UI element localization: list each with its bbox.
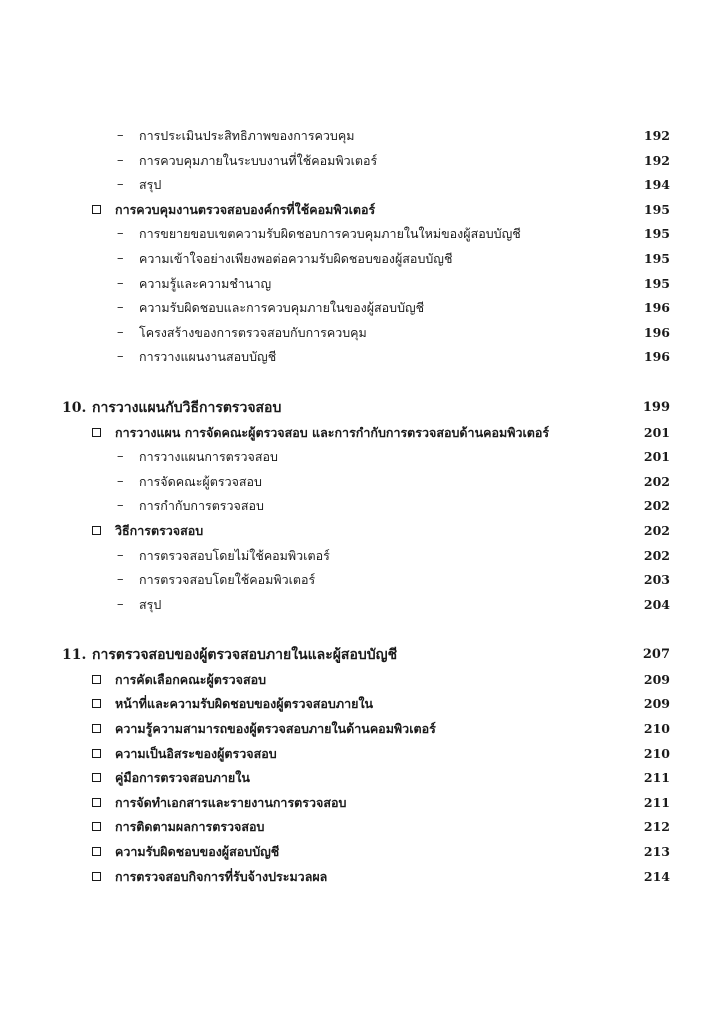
toc-page-number: 195 — [643, 201, 670, 217]
toc-entry-title: การกำกับการตรวจสอบ — [139, 498, 264, 514]
toc-section-title: การควบคุมงานตรวจสอบองค์กรที่ใช้คอมพิวเตอร์ — [115, 201, 376, 217]
toc-entry — [0, 222, 724, 247]
toc-page-number: 192 — [643, 128, 670, 143]
square-bullet-icon — [92, 675, 101, 684]
toc-page-number: 202 — [643, 498, 670, 514]
dash-marker: – — [117, 177, 124, 193]
dash-marker: – — [117, 498, 124, 514]
toc-page-number: 203 — [643, 572, 670, 588]
toc-section — [0, 421, 724, 446]
toc-entry — [0, 568, 724, 593]
toc-entry-title: ความเข้าใจอย่างเพียงพอต่อความรับผิดชอบของผู้สอบบัญชี — [139, 250, 453, 266]
toc-section-title: ความรู้ความสามารถของผู้ตรวจสอบภายในด้านคอมพิวเตอร์ — [115, 721, 436, 737]
toc-page-number: 209 — [643, 671, 670, 687]
toc-page-number: 211 — [643, 794, 670, 810]
toc-page-number: 199 — [642, 399, 670, 415]
chapter-title: การตรวจสอบของผู้ตรวจสอบภายในและผู้สอบบัญชี — [92, 647, 398, 664]
dash-marker: – — [117, 596, 124, 612]
toc-entry — [0, 593, 724, 618]
toc-section-title: การจัดทำเอกสารและรายงานการตรวจสอบ — [115, 794, 347, 810]
dash-marker: – — [117, 226, 124, 242]
toc-entry — [0, 124, 724, 149]
toc-entry — [0, 544, 724, 569]
toc-section — [0, 840, 724, 865]
dash-marker: – — [117, 128, 124, 143]
toc-entry-title: การวางแผนการตรวจสอบ — [139, 449, 278, 465]
toc-entry-title: การประเมินประสิทธิภาพของการควบคุม — [139, 128, 355, 143]
toc-section-title: ความรับผิดชอบของผู้สอบบัญชี — [115, 844, 280, 860]
square-bullet-icon — [92, 428, 101, 437]
toc-page-number: 202 — [643, 547, 670, 563]
square-bullet-icon — [92, 724, 101, 733]
toc-page-number: 201 — [643, 449, 670, 465]
toc-section-title: คู่มือการตรวจสอบภายใน — [115, 770, 250, 786]
toc-page-number: 210 — [643, 721, 670, 737]
toc-section — [0, 865, 724, 890]
toc-page-number: 196 — [643, 324, 670, 340]
toc-entry-title: สรุป — [139, 177, 162, 193]
toc-section — [0, 815, 724, 840]
toc-entry — [0, 470, 724, 495]
toc-entry-title: การตรวจสอบโดยไม่ใช้คอมพิวเตอร์ — [139, 547, 330, 563]
toc-section-title: การติดตามผลการตรวจสอบ — [115, 819, 265, 835]
toc-entry — [0, 272, 724, 297]
toc-entry-title: การขยายขอบเขตความรับผิดชอบการควบคุมภายในใหม่ของผู้สอบบัญชี — [139, 226, 521, 242]
dash-marker: – — [117, 152, 124, 168]
toc-section — [0, 766, 724, 791]
toc-page-number: 192 — [643, 152, 670, 168]
spacer — [0, 617, 724, 643]
toc-page-number: 214 — [643, 868, 670, 884]
toc-entry-title: ความรู้และความชำนาญ — [139, 275, 272, 291]
spacer — [0, 370, 724, 396]
dash-marker: – — [117, 324, 124, 340]
square-bullet-icon — [92, 699, 101, 708]
square-bullet-icon — [92, 822, 101, 831]
dash-marker: – — [117, 572, 124, 588]
toc-section-title: วิธีการตรวจสอบ — [115, 522, 204, 538]
toc-entry-title: ความรับผิดชอบและการควบคุมภายในของผู้สอบบัญชี — [139, 300, 425, 316]
toc-section-title: การตรวจสอบกิจการที่รับจ้างประมวลผล — [115, 868, 328, 884]
toc-chapter-11 — [0, 643, 724, 668]
toc-page-number: 202 — [643, 473, 670, 489]
toc-section-title: การวางแผน การจัดคณะผู้ตรวจสอบ และการกำกับการตรวจสอบด้านคอมพิวเตอร์ — [115, 424, 550, 440]
toc-page-number: 194 — [643, 177, 670, 193]
toc-page-number: 210 — [643, 745, 670, 761]
toc-section — [0, 692, 724, 717]
toc-page-number: 195 — [643, 226, 670, 242]
chapter-title: การวางแผนกับวิธีการตรวจสอบ — [92, 399, 282, 416]
toc-section — [0, 742, 724, 767]
dash-marker: – — [117, 449, 124, 465]
toc-page-number: 195 — [643, 250, 670, 266]
dash-marker: – — [117, 300, 124, 316]
toc-page-number: 211 — [643, 770, 670, 786]
toc-entry — [0, 247, 724, 272]
toc-section — [0, 791, 724, 816]
dash-marker: – — [117, 250, 124, 266]
toc-entry — [0, 296, 724, 321]
toc-page-number: 195 — [643, 275, 670, 291]
square-bullet-icon — [92, 749, 101, 758]
square-bullet-icon — [92, 798, 101, 807]
dash-marker: – — [117, 473, 124, 489]
table-of-contents — [0, 124, 724, 889]
toc-page-number: 212 — [643, 819, 670, 835]
toc-page-number: 209 — [643, 696, 670, 712]
toc-entry-title: การวางแผนงานสอบบัญชี — [139, 349, 277, 365]
square-bullet-icon — [92, 526, 101, 535]
toc-entry-title: การตรวจสอบโดยใช้คอมพิวเตอร์ — [139, 572, 316, 588]
toc-page-number: 213 — [643, 844, 670, 860]
toc-page-number: 201 — [643, 424, 670, 440]
toc-entry — [0, 149, 724, 174]
dash-marker: – — [117, 275, 124, 291]
toc-page-number: 196 — [643, 300, 670, 316]
toc-page-number: 207 — [642, 647, 670, 663]
toc-entry — [0, 445, 724, 470]
square-bullet-icon — [92, 847, 101, 856]
toc-section — [0, 717, 724, 742]
toc-entry-title: การจัดคณะผู้ตรวจสอบ — [139, 473, 262, 489]
chapter-number: 10. — [62, 399, 87, 416]
toc-entry — [0, 345, 724, 370]
toc-entry-title: การควบคุมภายในระบบงานที่ใช้คอมพิวเตอร์ — [139, 152, 378, 168]
toc-section — [0, 519, 724, 544]
toc-page-number: 204 — [643, 596, 670, 612]
toc-section-title: ความเป็นอิสระของผู้ตรวจสอบ — [115, 745, 277, 761]
toc-section-title: การคัดเลือกคณะผู้ตรวจสอบ — [115, 671, 267, 687]
toc-page-number: 202 — [643, 522, 670, 538]
toc-chapter-10 — [0, 396, 724, 421]
toc-entry-title: โครงสร้างของการตรวจสอบกับการควบคุม — [139, 324, 367, 340]
square-bullet-icon — [92, 205, 101, 214]
toc-section-title: หน้าที่และความรับผิดชอบของผู้ตรวจสอบภายใน — [115, 696, 374, 712]
toc-page-number: 196 — [643, 349, 670, 365]
square-bullet-icon — [92, 872, 101, 881]
chapter-number: 11. — [62, 647, 87, 664]
toc-entry — [0, 494, 724, 519]
dash-marker: – — [117, 547, 124, 563]
toc-entry — [0, 173, 724, 198]
toc-entry — [0, 321, 724, 346]
toc-entry-title: สรุป — [139, 596, 162, 612]
square-bullet-icon — [92, 773, 101, 782]
dash-marker: – — [117, 349, 124, 365]
toc-section — [0, 668, 724, 693]
toc-section — [0, 198, 724, 223]
